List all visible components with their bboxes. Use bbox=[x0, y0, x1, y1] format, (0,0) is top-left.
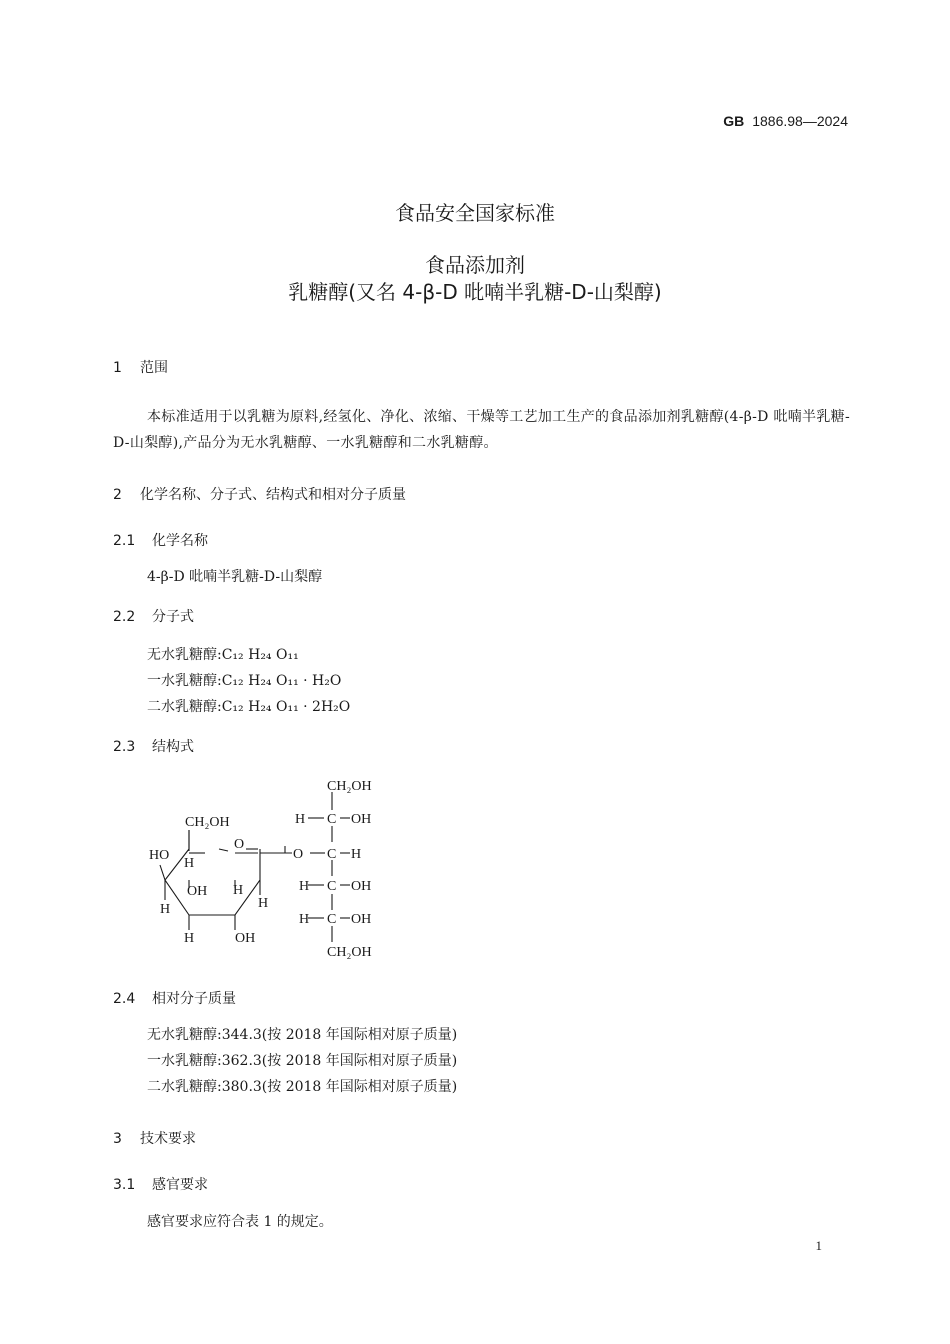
ring-bonds bbox=[219, 849, 228, 851]
label-ring-ch2oh: CH₂OH bbox=[185, 815, 230, 830]
label-h-bottom: H bbox=[184, 931, 195, 946]
label-h-c1: H bbox=[258, 896, 269, 911]
structural-formula bbox=[140, 770, 400, 970]
document-subtitle: 食品添加剂 bbox=[425, 253, 525, 277]
label-h-c2: H bbox=[233, 883, 244, 898]
label-oh-bottom: OH bbox=[235, 931, 256, 946]
section-heading-3-1: 3.1 感官要求 bbox=[113, 1177, 208, 1193]
label-r4-oh: OH bbox=[351, 912, 372, 927]
standard-number: GB 1886.98—2024 bbox=[723, 113, 848, 129]
product-name: 乳糖醇(又名 4-β-D 吡喃半乳糖-D-山梨醇) bbox=[288, 280, 662, 304]
formula-anhydrous: 无水乳糖醇:C₁₂ H₂₄ O₁₁ bbox=[147, 647, 299, 663]
label-ho-left: HO bbox=[149, 848, 170, 863]
label-r4-h: H bbox=[299, 912, 310, 927]
scope-paragraph: 本标准适用于以乳糖为原料,经氢化、净化、浓缩、干燥等工艺加工生产的食品添加剂乳糖醇(4-β-D 吡喃半乳糖-D-山梨醇),产品分为无水乳糖醇、一水乳糖醇和二水乳糖醇。 bbox=[113, 409, 850, 451]
label-top-ch2oh: CH₂OH bbox=[327, 779, 372, 794]
page-number: 1 bbox=[815, 1238, 822, 1253]
label-r2-h: H bbox=[351, 847, 362, 862]
sensory-paragraph: 感官要求应符合表 1 的规定。 bbox=[147, 1214, 333, 1230]
label-r1-h: H bbox=[295, 812, 306, 827]
label-r1-c: C bbox=[327, 812, 337, 827]
section-heading-2-1: 2.1 化学名称 bbox=[113, 533, 208, 549]
label-h-left: H bbox=[160, 902, 171, 917]
mass-dihydrate: 二水乳糖醇:380.3(按 2018 年国际相对原子质量) bbox=[147, 1079, 458, 1095]
section-heading-1: 1 范围 bbox=[113, 360, 168, 376]
label-bottom-ch2oh: CH₂OH bbox=[327, 945, 372, 960]
section-heading-2-2: 2.2 分子式 bbox=[113, 609, 194, 625]
label-r1-oh: OH bbox=[351, 812, 372, 827]
label-link-o: O bbox=[293, 847, 304, 862]
chemical-name: 4-β-D 吡喃半乳糖-D-山梨醇 bbox=[147, 569, 323, 585]
label-oh-c3: OH bbox=[187, 884, 208, 899]
mass-monohydrate: 一水乳糖醇:362.3(按 2018 年国际相对原子质量) bbox=[147, 1053, 458, 1069]
label-r3-oh: OH bbox=[351, 879, 372, 894]
label-r3-c: C bbox=[327, 879, 337, 894]
section-heading-2: 2 化学名称、分子式、结构式和相对分子质量 bbox=[113, 487, 406, 503]
label-h-c4: H bbox=[184, 856, 195, 871]
label-r3-h: H bbox=[299, 879, 310, 894]
mass-anhydrous: 无水乳糖醇:344.3(按 2018 年国际相对原子质量) bbox=[147, 1027, 458, 1043]
section-heading-2-4: 2.4 相对分子质量 bbox=[113, 991, 236, 1007]
label-ring-o: O bbox=[234, 837, 245, 852]
label-r2-c: C bbox=[327, 847, 337, 862]
formula-dihydrate: 二水乳糖醇:C₁₂ H₂₄ O₁₁ · 2H₂O bbox=[147, 699, 351, 715]
section-heading-3: 3 技术要求 bbox=[113, 1131, 196, 1147]
section-heading-2-3: 2.3 结构式 bbox=[113, 739, 194, 755]
label-r4-c: C bbox=[327, 912, 337, 927]
document-title: 食品安全国家标准 bbox=[395, 201, 555, 225]
formula-monohydrate: 一水乳糖醇:C₁₂ H₂₄ O₁₁ · H₂O bbox=[147, 673, 342, 689]
